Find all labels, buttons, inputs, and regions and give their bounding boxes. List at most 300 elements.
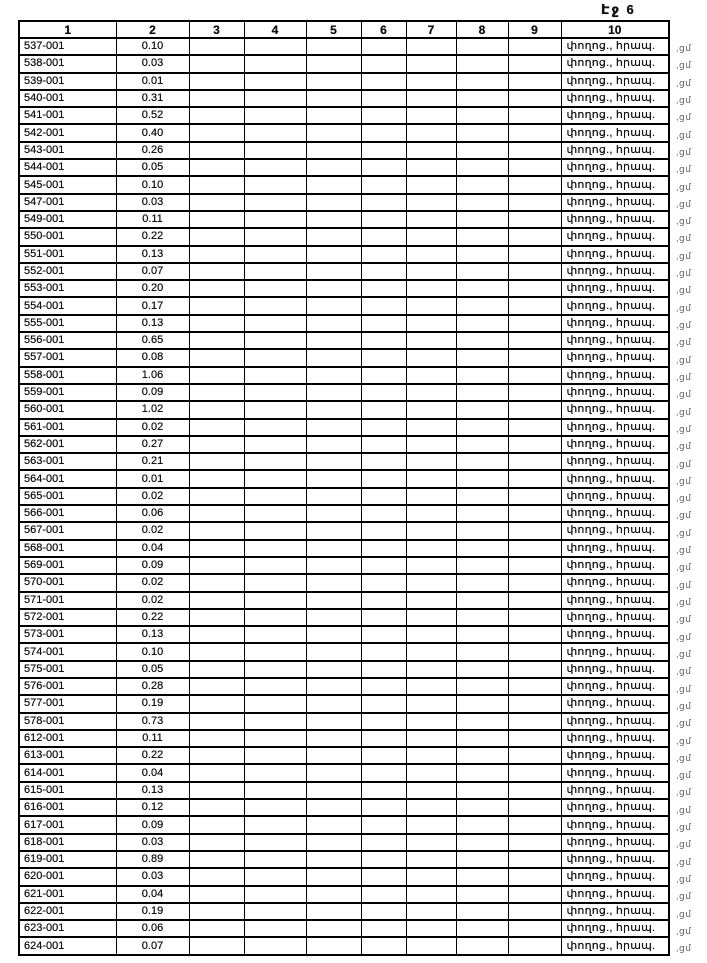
empty-cell — [361, 678, 406, 695]
note-cell: փողոց., հրապ. — [561, 194, 669, 211]
empty-cell — [406, 401, 456, 418]
empty-cell — [244, 834, 306, 851]
empty-cell — [244, 419, 306, 436]
empty-cell — [361, 626, 406, 643]
empty-cell — [189, 367, 244, 384]
empty-cell — [306, 540, 361, 557]
note-cell: փողոց., հրապ. — [561, 38, 669, 55]
empty-cell — [244, 782, 306, 799]
margin-fragment: ,ցմ — [676, 337, 692, 348]
area-value-cell: 0.05 — [116, 159, 189, 176]
empty-cell — [361, 315, 406, 332]
empty-cell — [189, 315, 244, 332]
empty-cell — [456, 384, 508, 401]
area-value-cell: 0.02 — [116, 488, 189, 505]
empty-cell — [508, 505, 561, 522]
empty-cell — [406, 937, 456, 954]
note-cell: փողոց., հրապ. — [561, 90, 669, 107]
empty-cell — [456, 367, 508, 384]
empty-cell — [456, 488, 508, 505]
empty-cell — [406, 592, 456, 609]
empty-cell — [508, 367, 561, 384]
table-row — [19, 834, 669, 851]
table-row — [19, 764, 669, 781]
note-cell: փողոց., հրապ. — [561, 816, 669, 833]
empty-cell — [306, 349, 361, 366]
empty-cell — [361, 297, 406, 314]
empty-cell — [189, 626, 244, 643]
parcel-id-cell: 569-001 — [19, 557, 116, 574]
empty-cell — [306, 592, 361, 609]
empty-cell — [456, 816, 508, 833]
empty-cell — [456, 176, 508, 193]
empty-cell — [244, 557, 306, 574]
empty-cell — [508, 55, 561, 72]
empty-cell — [306, 211, 361, 228]
note-cell: փողոց., հրապ. — [561, 367, 669, 384]
parcel-id-cell: 544-001 — [19, 159, 116, 176]
area-value-cell: 0.09 — [116, 557, 189, 574]
empty-cell — [361, 280, 406, 297]
empty-cell — [456, 55, 508, 72]
margin-fragment: ,ցմ — [676, 579, 692, 590]
empty-cell — [361, 38, 406, 55]
empty-cell — [456, 419, 508, 436]
empty-cell — [406, 522, 456, 539]
empty-cell — [406, 436, 456, 453]
empty-cell — [189, 747, 244, 764]
empty-cell — [244, 211, 306, 228]
empty-cell — [189, 574, 244, 591]
empty-cell — [244, 38, 306, 55]
empty-cell — [508, 592, 561, 609]
empty-cell — [456, 574, 508, 591]
empty-cell — [189, 678, 244, 695]
empty-cell — [244, 574, 306, 591]
parcel-id-cell: 564-001 — [19, 470, 116, 487]
empty-cell — [508, 107, 561, 124]
empty-cell — [244, 349, 306, 366]
margin-fragment: ,ցմ — [676, 631, 692, 642]
note-cell: փողոց., հրապ. — [561, 661, 669, 678]
empty-cell — [244, 436, 306, 453]
empty-cell — [244, 470, 306, 487]
empty-cell — [244, 384, 306, 401]
empty-cell — [406, 557, 456, 574]
empty-cell — [306, 505, 361, 522]
empty-cell — [361, 263, 406, 280]
area-value-cell: 0.05 — [116, 661, 189, 678]
empty-cell — [361, 886, 406, 903]
empty-cell — [406, 367, 456, 384]
empty-cell — [361, 764, 406, 781]
table-row — [19, 522, 669, 539]
parcel-id-cell: 576-001 — [19, 678, 116, 695]
empty-cell — [456, 436, 508, 453]
empty-cell — [306, 678, 361, 695]
margin-fragment: ,ցմ — [676, 302, 692, 313]
table-row — [19, 886, 669, 903]
column-header-10: 10 — [561, 21, 669, 38]
note-cell: փողոց., հրապ. — [561, 886, 669, 903]
note-cell: փողոց., հրապ. — [561, 349, 669, 366]
note-cell: փողոց., հրապ. — [561, 574, 669, 591]
note-cell: փողոց., հրապ. — [561, 678, 669, 695]
margin-fragment: ,ցմ — [676, 683, 692, 694]
area-value-cell: 0.03 — [116, 868, 189, 885]
note-cell: փողոց., հրապ. — [561, 73, 669, 90]
parcel-id-cell: 551-001 — [19, 246, 116, 263]
empty-cell — [361, 453, 406, 470]
empty-cell — [508, 782, 561, 799]
area-value-cell: 0.04 — [116, 540, 189, 557]
empty-cell — [306, 159, 361, 176]
empty-cell — [456, 505, 508, 522]
empty-cell — [244, 142, 306, 159]
empty-cell — [361, 903, 406, 920]
area-value-cell: 0.28 — [116, 678, 189, 695]
empty-cell — [406, 713, 456, 730]
empty-cell — [508, 246, 561, 263]
column-header-5: 5 — [306, 21, 361, 38]
empty-cell — [508, 764, 561, 781]
margin-fragment: ,ցմ — [676, 77, 692, 88]
empty-cell — [456, 470, 508, 487]
empty-cell — [361, 73, 406, 90]
empty-cell — [189, 142, 244, 159]
margin-fragment: ,ցմ — [676, 614, 692, 625]
empty-cell — [406, 384, 456, 401]
empty-cell — [406, 142, 456, 159]
empty-cell — [456, 211, 508, 228]
note-cell: փողոց., հրապ. — [561, 730, 669, 747]
empty-cell — [406, 609, 456, 626]
table-row — [19, 609, 669, 626]
area-value-cell: 0.06 — [116, 920, 189, 937]
empty-cell — [508, 419, 561, 436]
margin-fragment: ,ցմ — [676, 735, 692, 746]
empty-cell — [244, 626, 306, 643]
margin-fragment: ,ցմ — [676, 371, 692, 382]
empty-cell — [406, 176, 456, 193]
empty-cell — [361, 522, 406, 539]
empty-cell — [456, 730, 508, 747]
empty-cell — [244, 246, 306, 263]
empty-cell — [508, 73, 561, 90]
column-header-8: 8 — [456, 21, 508, 38]
empty-cell — [189, 436, 244, 453]
empty-cell — [189, 55, 244, 72]
note-cell: փողոց., հրապ. — [561, 764, 669, 781]
table-row — [19, 730, 669, 747]
empty-cell — [189, 159, 244, 176]
margin-fragment: ,ցմ — [676, 112, 692, 123]
table-row — [19, 194, 669, 211]
empty-cell — [456, 678, 508, 695]
area-value-cell: 0.27 — [116, 436, 189, 453]
parcel-id-cell: 570-001 — [19, 574, 116, 591]
empty-cell — [189, 609, 244, 626]
empty-cell — [306, 782, 361, 799]
table-row — [19, 349, 669, 366]
empty-cell — [406, 920, 456, 937]
empty-cell — [406, 194, 456, 211]
empty-cell — [244, 522, 306, 539]
area-value-cell: 0.17 — [116, 297, 189, 314]
empty-cell — [406, 505, 456, 522]
table-row — [19, 90, 669, 107]
empty-cell — [406, 643, 456, 660]
empty-cell — [361, 661, 406, 678]
empty-cell — [189, 124, 244, 141]
note-cell: փողոց., հրապ. — [561, 263, 669, 280]
area-value-cell: 0.22 — [116, 747, 189, 764]
empty-cell — [361, 816, 406, 833]
note-cell: փողոց., հրապ. — [561, 920, 669, 937]
parcel-id-cell: 556-001 — [19, 332, 116, 349]
area-value-cell: 0.89 — [116, 851, 189, 868]
empty-cell — [406, 799, 456, 816]
table-row — [19, 228, 669, 245]
empty-cell — [306, 73, 361, 90]
empty-cell — [189, 643, 244, 660]
empty-cell — [306, 747, 361, 764]
parcel-id-cell: 615-001 — [19, 782, 116, 799]
margin-fragment: ,ցմ — [676, 648, 692, 659]
empty-cell — [244, 730, 306, 747]
empty-cell — [189, 453, 244, 470]
empty-cell — [406, 453, 456, 470]
empty-cell — [508, 540, 561, 557]
empty-cell — [244, 332, 306, 349]
empty-cell — [306, 419, 361, 436]
empty-cell — [508, 38, 561, 55]
note-cell: փողոց., հրապ. — [561, 246, 669, 263]
empty-cell — [244, 159, 306, 176]
margin-fragment: ,ցմ — [676, 493, 692, 504]
empty-cell — [361, 937, 406, 954]
column-header-7: 7 — [406, 21, 456, 38]
empty-cell — [189, 107, 244, 124]
empty-cell — [361, 470, 406, 487]
empty-cell — [306, 401, 361, 418]
empty-cell — [244, 315, 306, 332]
table-row — [19, 868, 669, 885]
empty-cell — [361, 176, 406, 193]
note-cell: փողոց., հրապ. — [561, 107, 669, 124]
area-value-cell: 0.10 — [116, 643, 189, 660]
empty-cell — [306, 886, 361, 903]
empty-cell — [456, 782, 508, 799]
empty-cell — [306, 574, 361, 591]
empty-cell — [244, 643, 306, 660]
empty-cell — [306, 937, 361, 954]
area-value-cell: 0.13 — [116, 782, 189, 799]
area-value-cell: 1.06 — [116, 367, 189, 384]
empty-cell — [508, 142, 561, 159]
note-cell: փողոց., հրապ. — [561, 505, 669, 522]
table-row — [19, 626, 669, 643]
empty-cell — [306, 315, 361, 332]
empty-cell — [189, 211, 244, 228]
empty-cell — [361, 211, 406, 228]
empty-cell — [244, 886, 306, 903]
table-row — [19, 107, 669, 124]
empty-cell — [306, 55, 361, 72]
empty-cell — [189, 851, 244, 868]
area-value-cell: 0.13 — [116, 315, 189, 332]
empty-cell — [189, 505, 244, 522]
empty-cell — [456, 349, 508, 366]
empty-cell — [406, 246, 456, 263]
area-value-cell: 0.21 — [116, 453, 189, 470]
empty-cell — [508, 315, 561, 332]
table-row — [19, 332, 669, 349]
margin-fragment: ,ցմ — [676, 181, 692, 192]
empty-cell — [456, 764, 508, 781]
area-value-cell: 0.08 — [116, 349, 189, 366]
area-value-cell: 0.03 — [116, 55, 189, 72]
empty-cell — [456, 401, 508, 418]
empty-cell — [508, 851, 561, 868]
empty-cell — [508, 159, 561, 176]
empty-cell — [361, 419, 406, 436]
table-row — [19, 488, 669, 505]
empty-cell — [306, 453, 361, 470]
empty-cell — [406, 574, 456, 591]
empty-cell — [406, 90, 456, 107]
parcel-id-cell: 565-001 — [19, 488, 116, 505]
empty-cell — [456, 937, 508, 954]
empty-cell — [189, 176, 244, 193]
table-row — [19, 55, 669, 72]
empty-cell — [508, 868, 561, 885]
empty-cell — [456, 38, 508, 55]
empty-cell — [244, 920, 306, 937]
area-value-cell: 0.03 — [116, 194, 189, 211]
margin-fragment: ,ցմ — [676, 94, 692, 105]
empty-cell — [508, 297, 561, 314]
empty-cell — [361, 384, 406, 401]
area-value-cell: 0.22 — [116, 228, 189, 245]
margin-fragment: ,ցմ — [676, 545, 692, 556]
empty-cell — [406, 124, 456, 141]
empty-cell — [306, 868, 361, 885]
empty-cell — [244, 194, 306, 211]
empty-cell — [406, 834, 456, 851]
parcel-id-cell: 621-001 — [19, 886, 116, 903]
margin-fragment: ,ցմ — [676, 804, 692, 815]
empty-cell — [244, 55, 306, 72]
parcel-id-cell: 620-001 — [19, 868, 116, 885]
empty-cell — [508, 626, 561, 643]
empty-cell — [306, 851, 361, 868]
area-value-cell: 1.02 — [116, 401, 189, 418]
empty-cell — [306, 764, 361, 781]
empty-cell — [361, 643, 406, 660]
empty-cell — [189, 349, 244, 366]
table-row — [19, 557, 669, 574]
empty-cell — [456, 159, 508, 176]
empty-cell — [244, 747, 306, 764]
empty-cell — [508, 436, 561, 453]
note-cell: փողոց., հրապ. — [561, 228, 669, 245]
empty-cell — [406, 55, 456, 72]
empty-cell — [406, 315, 456, 332]
empty-cell — [306, 297, 361, 314]
empty-cell — [244, 799, 306, 816]
margin-fragment: ,ցմ — [676, 822, 692, 833]
table-row — [19, 401, 669, 418]
empty-cell — [244, 592, 306, 609]
empty-cell — [508, 799, 561, 816]
margin-fragment: ,ցմ — [676, 666, 692, 677]
note-cell: փողոց., հրապ. — [561, 937, 669, 954]
column-header-6: 6 — [361, 21, 406, 38]
empty-cell — [406, 280, 456, 297]
empty-cell — [508, 488, 561, 505]
table-row — [19, 297, 669, 314]
note-cell: փողոց., հրապ. — [561, 540, 669, 557]
empty-cell — [406, 661, 456, 678]
margin-fragment: ,ցմ — [676, 285, 692, 296]
area-value-cell: 0.04 — [116, 886, 189, 903]
note-cell: փողոց., հրապ. — [561, 315, 669, 332]
empty-cell — [406, 488, 456, 505]
table-row — [19, 505, 669, 522]
empty-cell — [244, 937, 306, 954]
table-row — [19, 419, 669, 436]
note-cell: փողոց., հրապ. — [561, 643, 669, 660]
table-row — [19, 851, 669, 868]
margin-fragment: ,ցմ — [676, 43, 692, 53]
empty-cell — [508, 643, 561, 660]
margin-fragment: ,ցմ — [676, 216, 692, 227]
empty-cell — [189, 228, 244, 245]
table-row — [19, 73, 669, 90]
empty-cell — [361, 540, 406, 557]
empty-cell — [244, 297, 306, 314]
table-row — [19, 661, 669, 678]
table-row — [19, 782, 669, 799]
empty-cell — [456, 886, 508, 903]
parcel-id-cell: 572-001 — [19, 609, 116, 626]
table-row — [19, 436, 669, 453]
margin-fragment: ,ցմ — [676, 700, 692, 711]
margin-fragment: ,ցմ — [676, 752, 692, 763]
empty-cell — [306, 920, 361, 937]
column-header-3: 3 — [189, 21, 244, 38]
empty-cell — [361, 747, 406, 764]
note-cell: փողոց., հրապ. — [561, 851, 669, 868]
column-header-2: 2 — [116, 21, 189, 38]
empty-cell — [189, 522, 244, 539]
parcel-id-cell: 568-001 — [19, 540, 116, 557]
area-value-cell: 0.11 — [116, 730, 189, 747]
empty-cell — [456, 557, 508, 574]
empty-cell — [244, 609, 306, 626]
empty-cell — [456, 90, 508, 107]
margin-fragment: ,ցմ — [676, 146, 692, 157]
area-value-cell: 0.03 — [116, 834, 189, 851]
table-row — [19, 678, 669, 695]
empty-cell — [508, 937, 561, 954]
empty-cell — [306, 263, 361, 280]
empty-cell — [508, 574, 561, 591]
parcel-id-cell: 616-001 — [19, 799, 116, 816]
empty-cell — [306, 228, 361, 245]
empty-cell — [456, 142, 508, 159]
